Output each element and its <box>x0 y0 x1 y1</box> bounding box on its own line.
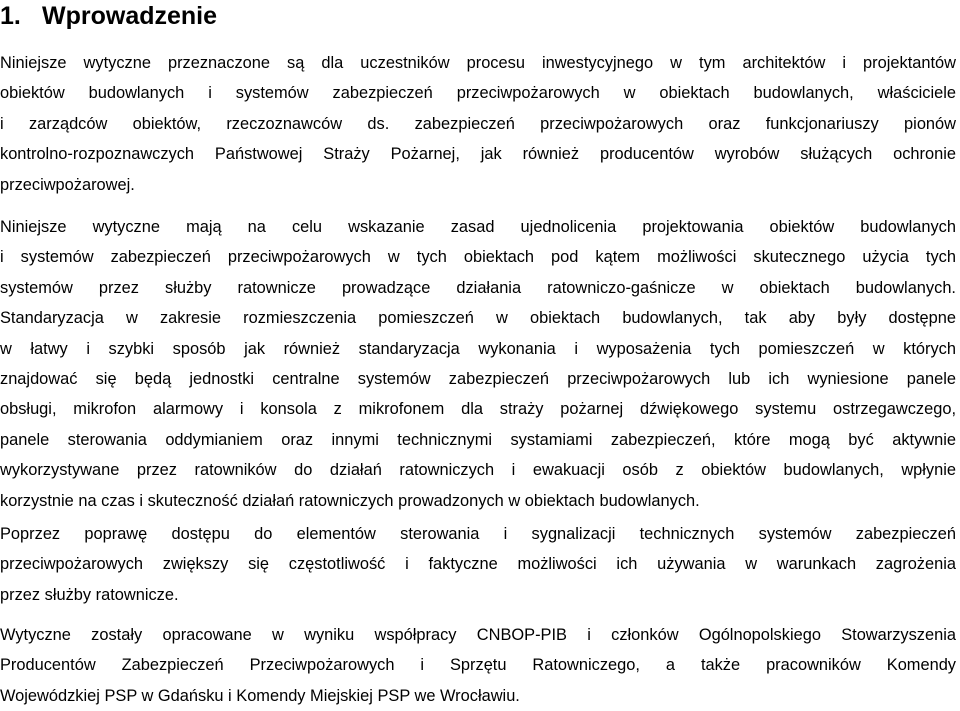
paragraph-authors <box>0 620 956 711</box>
text-line: przeciwpożarowych zwiększy się częstotliwość i faktyczne możliwości ich używania w warunkach zagrożenia <box>0 555 956 574</box>
paragraph-improvement <box>0 519 956 610</box>
text-line: Niniejsze wytyczne przeznaczone są dla uczestników procesu inwestycyjnego w tym architektów i projektantów <box>0 54 956 72</box>
text-line: w łatwy i szybki sposób jak również standaryzacja wykonania i wyposażenia tych pomieszczeń w których <box>0 339 956 358</box>
text-line: przeciwpożarowej. <box>0 175 135 194</box>
paragraph-intended-audience <box>0 48 956 200</box>
text-line: znajdować się będą jednostki centralne systemów zabezpieczeń przeciwpożarowych lub ich wyniesione panele <box>0 370 956 389</box>
section-heading <box>0 0 217 32</box>
text-line: przez służby ratownicze. <box>0 585 179 604</box>
section-title: Wprowadzenie <box>42 2 218 30</box>
text-line: panele sterowania oddymianiem oraz innymi technicznymi systamiami zabezpieczeń, które mogą być aktywnie <box>0 430 956 449</box>
paragraph-purpose <box>0 212 956 516</box>
text-line: Poprzez poprawę dostępu do elementów sterowania i sygnalizacji technicznych systemów zabezpieczeń <box>0 525 956 543</box>
text-line: systemów przez służby ratownicze prowadzące działania ratowniczo-gaśnicze w obiektach budowlanych. <box>0 278 956 297</box>
text-line: Wytyczne zostały opracowane w wyniku współpracy CNBOP-PIB i członków Ogólnopolskiego Stowarzyszenia <box>0 626 956 644</box>
text-line: Producentów Zabezpieczeń Przeciwpożarowych i Sprzętu Ratowniczego, a także pracowników Komendy <box>0 656 956 675</box>
text-line: kontrolno-rozpoznawczych Państwowej Straży Pożarnej, jak również producentów wyrobów służących ochronie <box>0 145 956 164</box>
text-line: obiektów budowlanych i systemów zabezpieczeń przeciwpożarowych w obiektach budowlanych, właściciele <box>0 84 956 103</box>
text-line: Niniejsze wytyczne mają na celu wskazanie zasad ujednolicenia projektowania obiektów budowlanych <box>0 218 956 236</box>
text-line: wykorzystywane przez ratowników do działań ratowniczych i ewakuacji osób z obiektów budowlanych, wpłynie <box>0 461 956 480</box>
text-line: i systemów zabezpieczeń przeciwpożarowych w tych obiektach pod kątem możliwości skutecznego użycia tych <box>0 248 956 267</box>
section-number: 1. <box>0 2 21 30</box>
text-line: korzystnie na czas i skuteczność działań ratowniczych prowadzonych w obiektach budowlanych. <box>0 491 700 510</box>
text-line: obsługi, mikrofon alarmowy i konsola z mikrofonem dla straży pożarnej dźwiękowego systemu ostrzegawczego, <box>0 400 956 419</box>
text-line: i zarządców obiektów, rzeczoznawców ds. zabezpieczeń przeciwpożarowych oraz funkcjonariuszy pionów <box>0 114 956 133</box>
text-line: Standaryzacja w zakresie rozmieszczenia pomieszczeń w obiektach budowlanych, tak aby były dostępne <box>0 309 956 328</box>
text-line: Wojewódzkiej PSP w Gdańsku i Komendy Miejskiej PSP we Wrocławiu. <box>0 686 520 705</box>
